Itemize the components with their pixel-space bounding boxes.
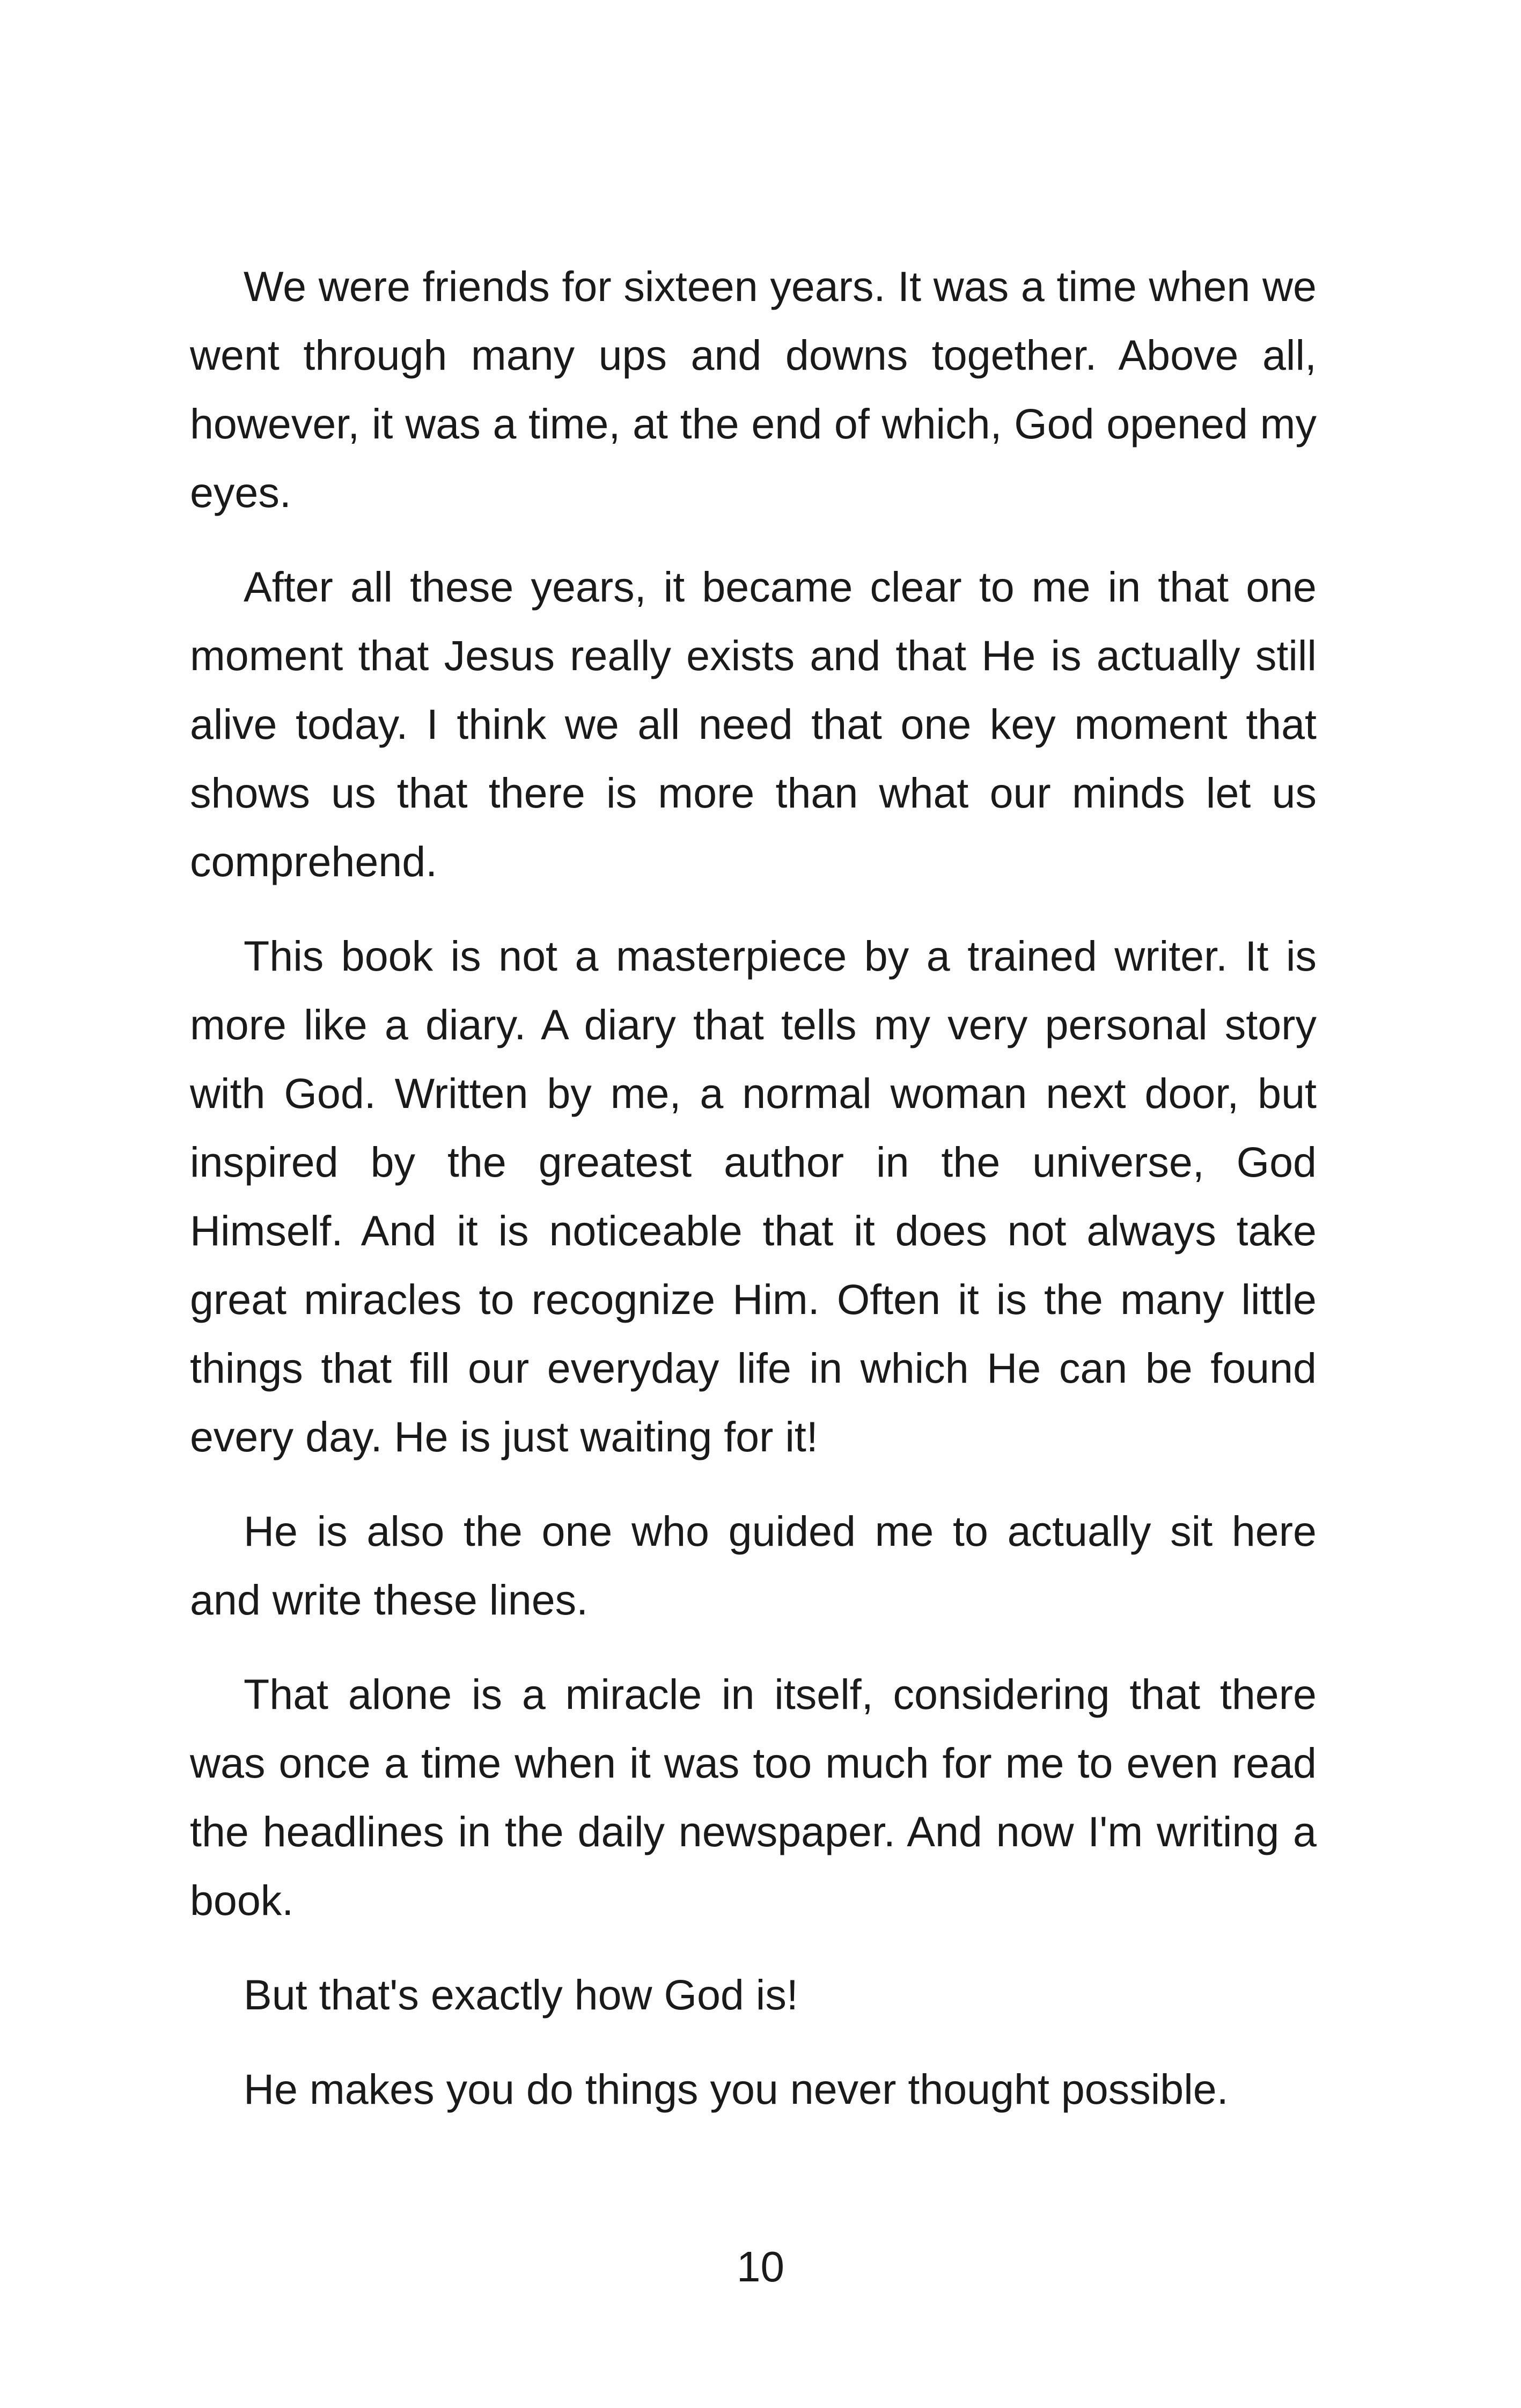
paragraph-7: He makes you do things you never thought possible. [244, 2065, 1229, 2113]
paragraph-4: He is also the one who guided me to actually sit here and write these lines. [190, 1507, 1317, 1624]
page-number: 10 [737, 2243, 784, 2290]
paragraph-5: That alone is a miracle in itself, considering that there was once a time when it was too much for me to even read the headlines in the daily newspaper. And now I'm writing a book. [190, 1670, 1317, 1924]
paragraph-2: After all these years, it became clear to me in that one moment that Jesus really exists and that He is actually still alive today. I think we all need that one key moment that shows us that there is more than what our minds let us comprehend. [190, 563, 1317, 885]
body-text [190, 252, 1317, 2149]
paragraph-6: But that's exactly how God is! [244, 1971, 798, 2018]
paragraph-1: We were friends for sixteen years. It was a time when we went through many ups and downs together. Above all, however, it was a time, at the end of which, God opened my eyes. [190, 262, 1317, 516]
paragraph-3: This book is not a masterpiece by a trained writer. It is more like a diary. A diary that tells my very personal story with God. Written by me, a normal woman next door, but inspired by the greatest author in the universe, God Himself. And it is noticeable that it does not always take great miracles to recognize Him. Often it is the many little things that fill our everyday life in which He can be found every day. He is just waiting for it! [190, 932, 1317, 1460]
